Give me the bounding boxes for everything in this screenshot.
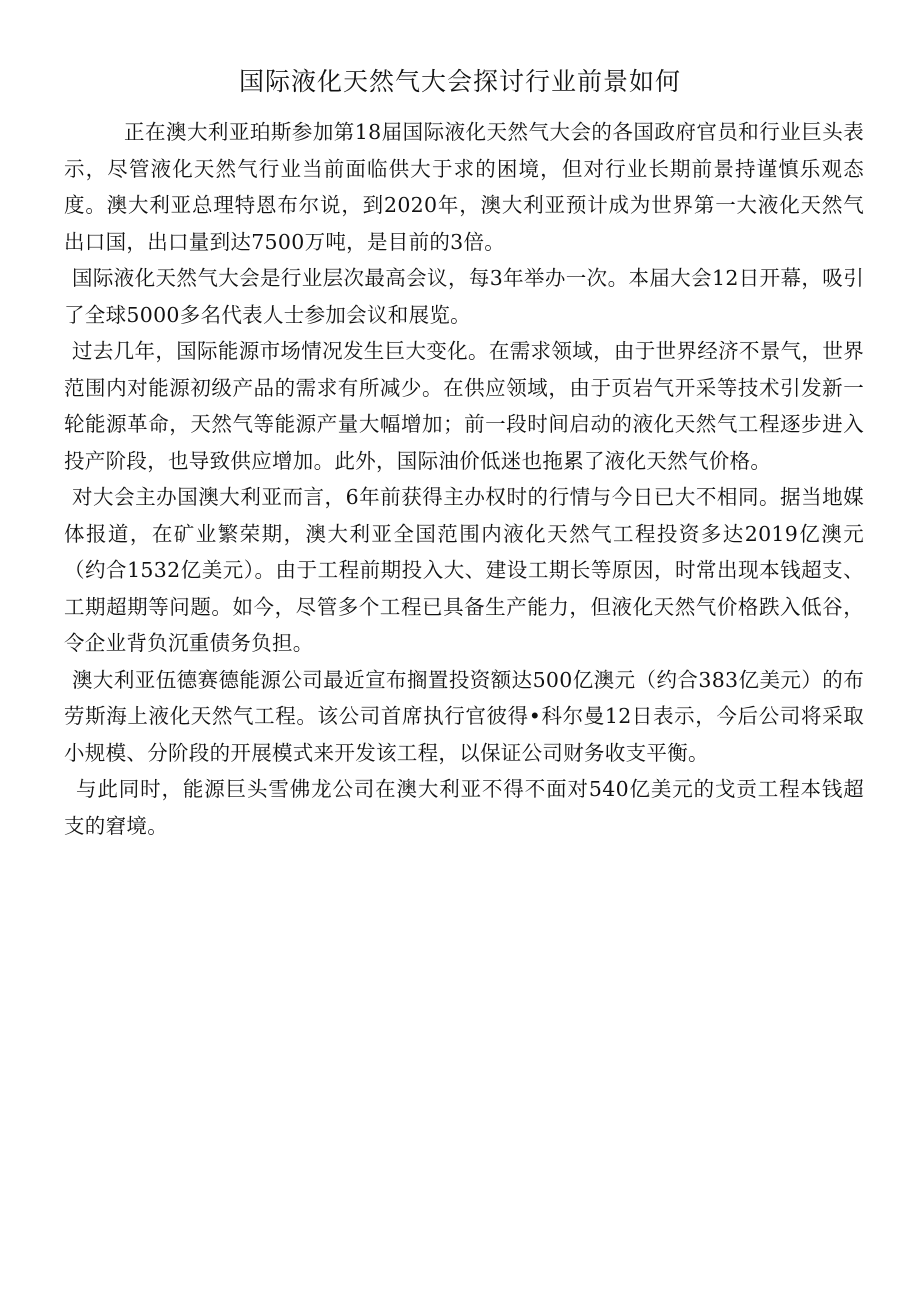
paragraph-5: 澳大利亚伍德赛德能源公司最近宣布搁置投资额达500亿澳元（约合383亿美元）的布劳斯海上液化天然气工程。该公司首席执行官彼得•科尔曼12日表示，今后公司将采取小规模、分阶段的开展模式来开发该工程，以保证公司财务收支平衡。 [64, 667, 864, 765]
paragraph-4: 对大会主办国澳大利亚而言，6年前获得主办权时的行情与今日已大不相同。据当地媒体报道，在矿业繁荣期，澳大利亚全国范围内液化天然气工程投资多达2019亿澳元（约合1532亿美元）。由于工程前期投入大、建设工期长等原因，时常出现本钱超支、工期超期等问题。如今，尽管多个工程已具备生产能力，但液化天然气价格跌入低谷，令企业背负沉重债务负担。 [64, 485, 864, 655]
paragraph-2: 国际液化天然气大会是行业层次最高会议，每3年举办一次。本届大会12日开幕，吸引了全球5000多名代表人士参加会议和展览。 [64, 266, 864, 327]
paragraph-3: 过去几年，国际能源市场情况发生巨大变化。在需求领域，由于世界经济不景气，世界范围内对能源初级产品的需求有所减少。在供应领域，由于页岩气开采等技术引发新一轮能源革命，天然气等能源产量大幅增加；前一段时间启动的液化天然气工程逐步进入投产阶段，也导致供应增加。此外，国际油价低迷也拖累了液化天然气价格。 [64, 339, 864, 473]
document-title: 国际液化天然气大会探讨行业前景如何 [238, 67, 681, 96]
paragraph-6: 与此同时，能源巨头雪佛龙公司在澳大利亚不得不面对540亿美元的戈贡工程本钱超支的窘境。 [64, 777, 864, 838]
paragraph-1: 正在澳大利亚珀斯参加第18届国际液化天然气大会的各国政府官员和行业巨头表示，尽管液化天然气行业当前面临供大于求的困境，但对行业长期前景持谨慎乐观态度。澳大利亚总理特恩布尔说，到2020年，澳大利亚预计成为世界第一大液化天然气出口国，出口量到达7500万吨，是目前的3倍。 [64, 120, 864, 254]
document-body [64, 114, 864, 844]
